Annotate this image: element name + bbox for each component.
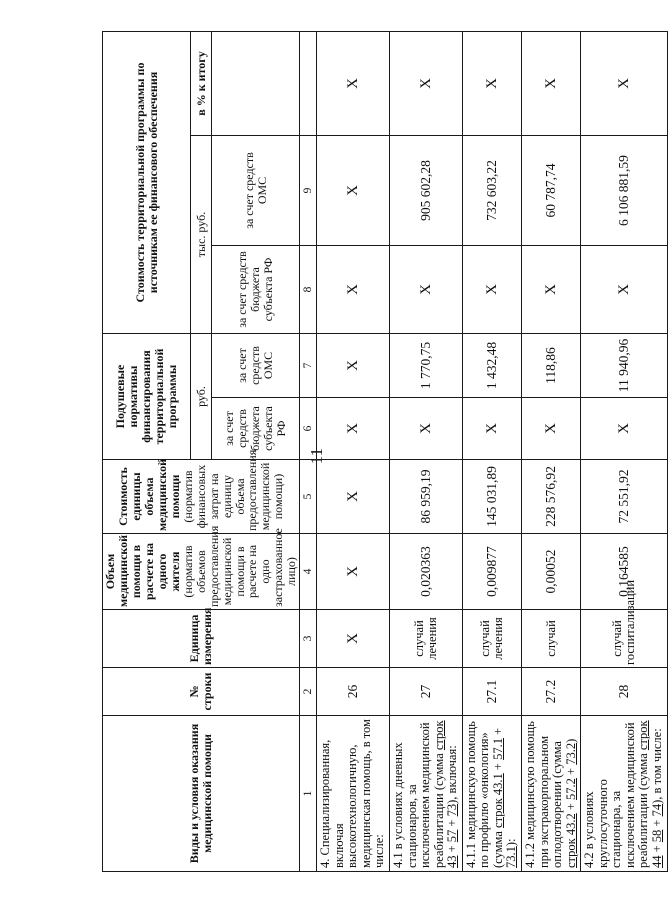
row-total-budget: Х [462, 246, 521, 334]
row-volume: 0,00052 [522, 534, 581, 610]
row-reference-link[interactable]: строк 43.1 [490, 773, 505, 828]
row-name: 4.1.1 медицинскую помощь по профилю «онкология» (сумма строк 43.1 + 57.1 + 73.1): [462, 716, 521, 872]
row-total-budget: Х [522, 246, 581, 334]
row-cost: 145 031,89 [462, 460, 521, 534]
header-total-oms: за счет средств ОМС [212, 136, 300, 246]
column-number: 4 [300, 534, 317, 610]
header-unit: Единица измерения [103, 610, 300, 668]
financing-table [102, 31, 668, 872]
row-cost: Х [317, 460, 390, 534]
column-number: 2 [300, 668, 317, 716]
row-total-oms: 732 603,22 [462, 136, 521, 246]
column-number: 9 [300, 136, 317, 246]
row-total-oms: 60 787,74 [522, 136, 581, 246]
column-number: 8 [300, 246, 317, 334]
row-percent: Х [581, 31, 667, 135]
column-number: 1 [300, 716, 317, 872]
row-reference-link[interactable]: 58 [649, 829, 664, 843]
column-number: 3 [300, 610, 317, 668]
row-volume: 0,020363 [390, 534, 463, 610]
header-volume [103, 525, 300, 610]
table-row [462, 31, 521, 871]
row-cost: 86 959,19 [390, 460, 463, 534]
row-total-budget: Х [317, 246, 390, 334]
row-percent: Х [390, 31, 463, 135]
column-number: 5 [300, 460, 317, 534]
row-number: 27.1 [462, 668, 521, 716]
header-norms: Подушевые нормативы финансирования территориальной программы [103, 334, 191, 460]
header-percent-empty [212, 31, 300, 135]
row-norm-oms: 1 432,48 [462, 334, 521, 398]
row-volume: 0,164585 [581, 534, 667, 610]
row-norm-budget: Х [317, 398, 390, 460]
header-name: Виды и условия оказания медицинской помощи [103, 716, 300, 872]
row-total-budget: Х [390, 246, 463, 334]
header-volume-subtitle: (норматив объемов предоставления медицинской помощи в расчете на одно застрахованное лицо) [180, 525, 299, 607]
row-number: 26 [317, 668, 390, 716]
table-row [581, 31, 667, 871]
row-number: 28 [581, 668, 667, 716]
row-norm-budget: Х [522, 398, 581, 460]
table-row [522, 31, 581, 871]
row-reference-link[interactable]: 74 [649, 803, 664, 817]
row-name: 4.2 в условиях круглосуточного стационара, за исключением медицинской реабилитации (сумма строк 44 + 58 + 74), в том числе: [581, 716, 667, 872]
row-name: 4.1 в условиях дневных стационаров, за исключением медицинской реабилитации (сумма строк 43 + 57 + 73), включая: [390, 716, 463, 872]
row-unit: случай [522, 610, 581, 668]
header-cost-title: Стоимость единицы объема медицинской помощи [115, 458, 182, 531]
row-total-oms: Х [317, 136, 390, 246]
row-percent: Х [317, 31, 390, 135]
row-percent: Х [462, 31, 521, 135]
header-norms-unit: руб. [191, 334, 212, 460]
column-number-row [300, 31, 317, 871]
row-unit: случай лечения [390, 610, 463, 668]
row-unit: случай госпитализации [581, 610, 667, 668]
row-percent: Х [522, 31, 581, 135]
row-norm-oms: 1 770,75 [390, 334, 463, 398]
header-percent: в % к итогу [191, 31, 212, 135]
row-reference-link[interactable]: строк 43 [431, 720, 460, 868]
row-reference-link[interactable]: 57.2 [563, 778, 578, 800]
row-name: 4.1.2 медицинскую помощь при экстракорпоральном оплодотворении (сумма строк 43.2 + 57.2 + 73.2) [522, 716, 581, 872]
header-row-number: № строки [103, 668, 300, 716]
header-total-budget: за счет средств бюджета субъекта РФ [212, 246, 300, 334]
row-reference-link[interactable]: 73.1 [504, 846, 519, 868]
column-number: 7 [300, 334, 317, 398]
row-reference-link[interactable]: строк 44 [636, 720, 664, 868]
header-total-unit: тыс. руб. [191, 136, 212, 334]
row-cost: 228 576,92 [522, 460, 581, 534]
rotated-table-container [102, 32, 664, 872]
row-volume: 0,009877 [462, 534, 521, 610]
row-name: 4. Специализированная, включая высокотехнологичную, медицинская помощь, в том числе: [317, 716, 390, 872]
row-norm-budget: Х [390, 398, 463, 460]
row-number: 27 [390, 668, 463, 716]
header-cost [103, 449, 300, 534]
column-number-empty [300, 31, 317, 135]
row-reference-link[interactable]: 73 [445, 803, 460, 817]
header-row-1 [103, 31, 191, 871]
row-unit: случай лечения [462, 610, 521, 668]
row-reference-link[interactable]: 73.2 [563, 742, 578, 765]
row-volume: Х [317, 534, 390, 610]
row-norm-oms: 11 940,96 [581, 334, 667, 398]
header-total: Стоимость территориальной программы по источникам ее финансового обеспечения [103, 31, 191, 333]
row-cost: 72 551,92 [581, 460, 667, 534]
row-reference-link[interactable]: 57.1 [490, 738, 505, 760]
header-norms-budget: за счет средств бюджета субъекта РФ [212, 398, 300, 460]
row-norm-oms: 118,86 [522, 334, 581, 398]
row-total-oms: 905 602,28 [390, 136, 463, 246]
row-total-budget: Х [581, 246, 667, 334]
table-row [390, 31, 463, 871]
row-norm-budget: Х [462, 398, 521, 460]
table-row [317, 31, 390, 871]
row-total-oms: 6 106 881,59 [581, 136, 667, 246]
row-norm-oms: Х [317, 334, 390, 398]
row-unit: Х [317, 610, 390, 668]
row-reference-link[interactable]: 57 [445, 829, 460, 843]
page-number: 11 [307, 447, 326, 465]
header-norms-oms: за счет средств ОМС [212, 334, 300, 398]
header-cost-subtitle: (норматив финансовых затрат на единицу объема предоставления медицинской помощи) [180, 449, 286, 531]
header-volume-title: Объем медицинской помощи в расчете на одного жителя [103, 534, 182, 607]
row-number: 27.2 [522, 668, 581, 716]
row-norm-budget: Х [581, 398, 667, 460]
row-reference-link[interactable]: строк 43.2 [563, 813, 578, 868]
column-number: 6 [300, 398, 317, 460]
